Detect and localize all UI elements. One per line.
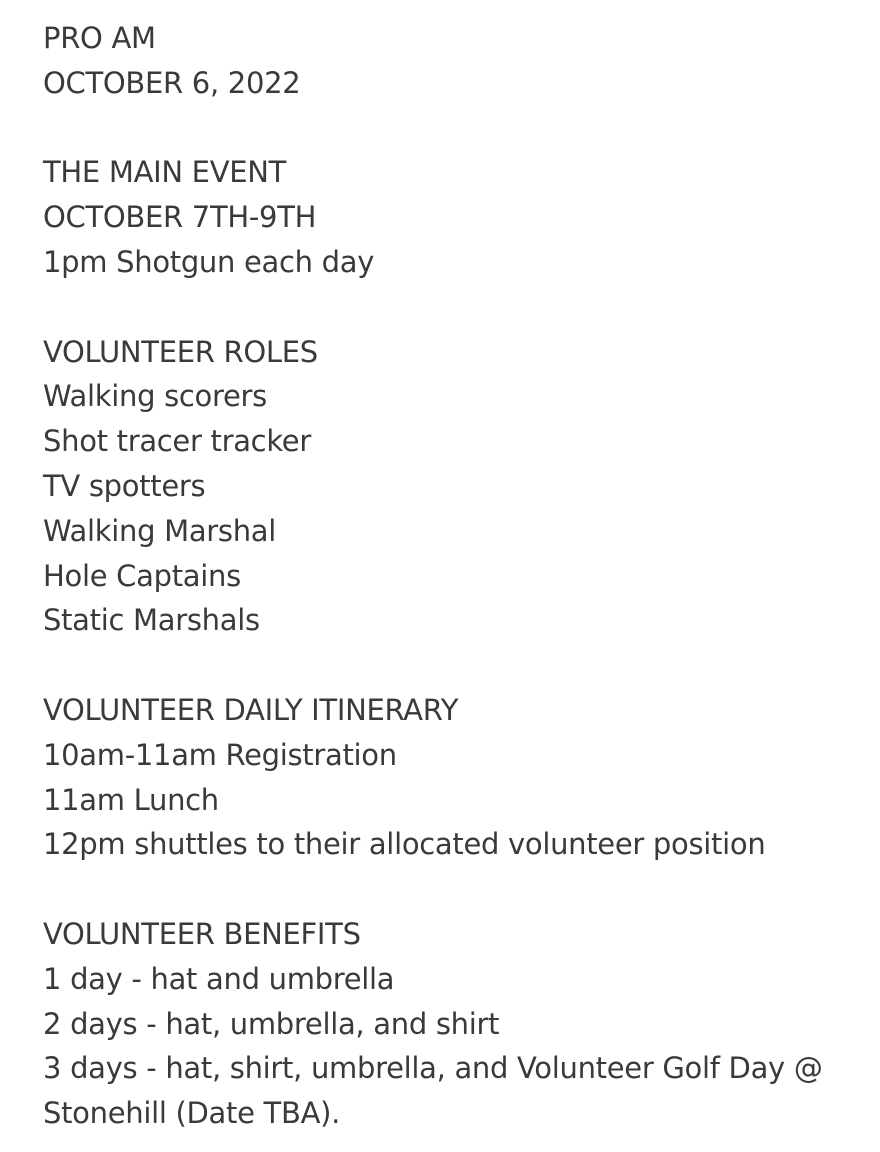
section-pro-am (43, 16, 863, 106)
role-item: Walking Marshal (43, 513, 277, 548)
section-line: 1pm Shotgun each day (43, 244, 375, 279)
section-heading: THE MAIN EVENT (43, 155, 287, 190)
section-heading: PRO AM (43, 21, 156, 55)
section-line: OCTOBER 6, 2022 (43, 65, 301, 100)
role-item: Static Marshals (43, 603, 260, 638)
section-volunteer-roles (43, 330, 863, 644)
section-volunteer-benefits (43, 912, 863, 1136)
section-heading: VOLUNTEER DAILY ITINERARY (43, 692, 459, 727)
section-heading: VOLUNTEER BENEFITS (43, 916, 361, 951)
benefit-item: 2 days - hat, umbrella, and shirt (43, 1006, 500, 1041)
itinerary-item: 11am Lunch (43, 782, 219, 817)
section-main-event (43, 150, 863, 284)
section-daily-itinerary (43, 688, 863, 867)
benefit-item: 1 day - hat and umbrella (43, 961, 395, 996)
event-info-document (43, 16, 863, 1136)
role-item: TV spotters (43, 468, 206, 503)
benefit-item: Stonehill (Date TBA). (43, 1096, 341, 1131)
benefit-item: 3 days - hat, shirt, umbrella, and Volunteer Golf Day @ (43, 1051, 823, 1086)
role-item: Shot tracer tracker (43, 424, 311, 459)
role-item: Walking scorers (43, 379, 267, 414)
itinerary-item: 12pm shuttles to their allocated volunteer position (43, 827, 766, 862)
role-item: Hole Captains (43, 558, 241, 593)
section-heading: VOLUNTEER ROLES (43, 334, 318, 369)
section-line: OCTOBER 7TH-9TH (43, 200, 317, 235)
itinerary-item: 10am-11am Registration (43, 737, 397, 772)
